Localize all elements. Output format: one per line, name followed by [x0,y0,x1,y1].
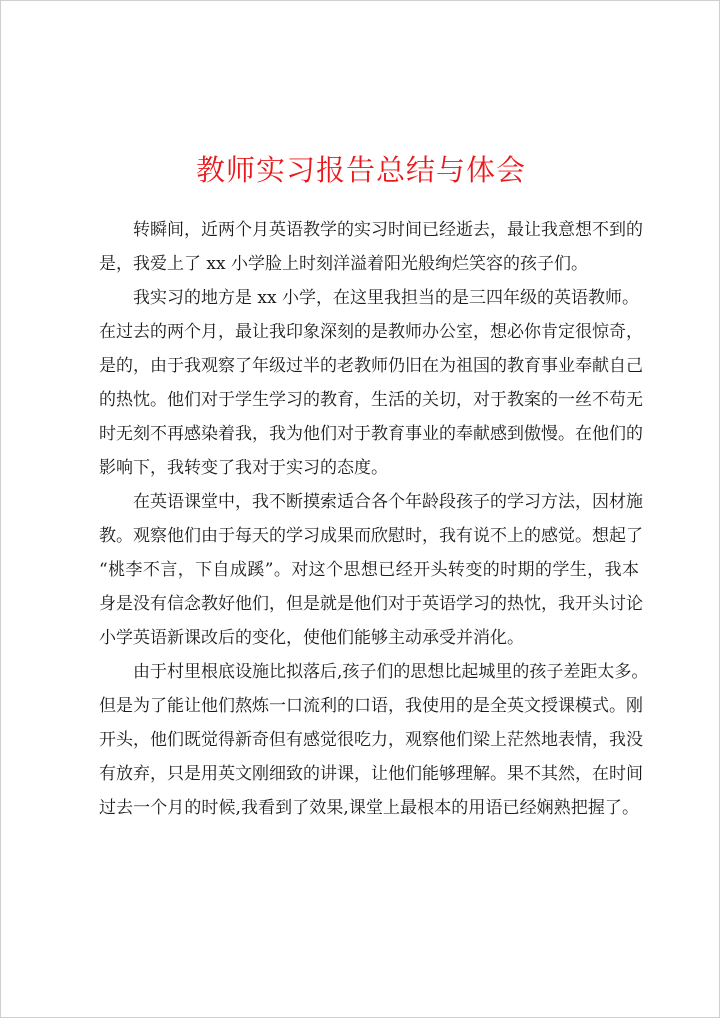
text-line: 过去一个月的时候,我看到了效果,课堂上最根本的用语已经娴熟把握了。 [99,798,639,818]
document-body [99,213,649,825]
text-line: 我实习的地方是 xx 小学，在这里我担当的是三四年级的英语教师。 [133,288,639,308]
paragraph-1 [99,213,643,281]
text-line: 转瞬间，近两个月英语教学的实习时间已经逝去，最让我意想不到的 [133,220,643,240]
text-line: 的热忱。他们对于学生学习的教育，生活的关切，对于教案的一丝不苟无 [99,390,643,410]
text-line: 有放弃，只是用英文刚细致的讲课，让他们能够理解。果不其然，在时间 [99,764,643,784]
text-line: 教。观察他们由于每天的学习成果而欣慰时，我有说不上的感觉。想起了 [99,526,643,546]
text-line: 但是为了能让他们熬炼一口流利的口语，我使用的是全英文授课模式。刚 [99,696,643,716]
text-line: 影响下，我转变了我对于实习的态度。 [99,458,388,478]
text-line: 在英语课堂中，我不断摸索适合各个年龄段孩子的学习方法，因材施 [133,492,643,512]
text-line: 身是没有信念教好他们，但是就是他们对于英语学习的热忱，我开头讨论 [99,594,643,614]
text-line: 由于村里根底设施比拟落后,孩子们的思想比起城里的孩子差距太多。 [133,662,649,682]
text-line: 是，我爱上了 xx 小学脸上时刻洋溢着阳光般绚烂笑容的孩子们。 [99,254,588,274]
document-title: 教师实习报告总结与体会 [195,153,526,187]
text-line: “桃李不言，下自成蹊”。对这个思想已经开头转变的时期的学生，我本 [99,560,639,580]
text-line: 时无刻不再感染着我，我为他们对于教育事业的奉献感到傲慢。在他们的 [99,424,643,444]
text-line: 小学英语新课改后的变化，使他们能够主动承受并消化。 [99,628,524,648]
paragraph-4 [99,655,649,825]
text-line: 开头，他们既觉得新奇但有感觉很吃力，观察他们梁上茫然地表情，我没 [99,730,643,750]
paragraph-2 [99,281,643,485]
text-line: 是的，由于我观察了年级过半的老教师仍旧在为祖国的教育事业奉献自己 [99,356,643,376]
text-line: 在过去的两个月，最让我印象深刻的是教师办公室，想必你肯定很惊奇， [99,322,643,342]
paragraph-3 [99,485,643,655]
